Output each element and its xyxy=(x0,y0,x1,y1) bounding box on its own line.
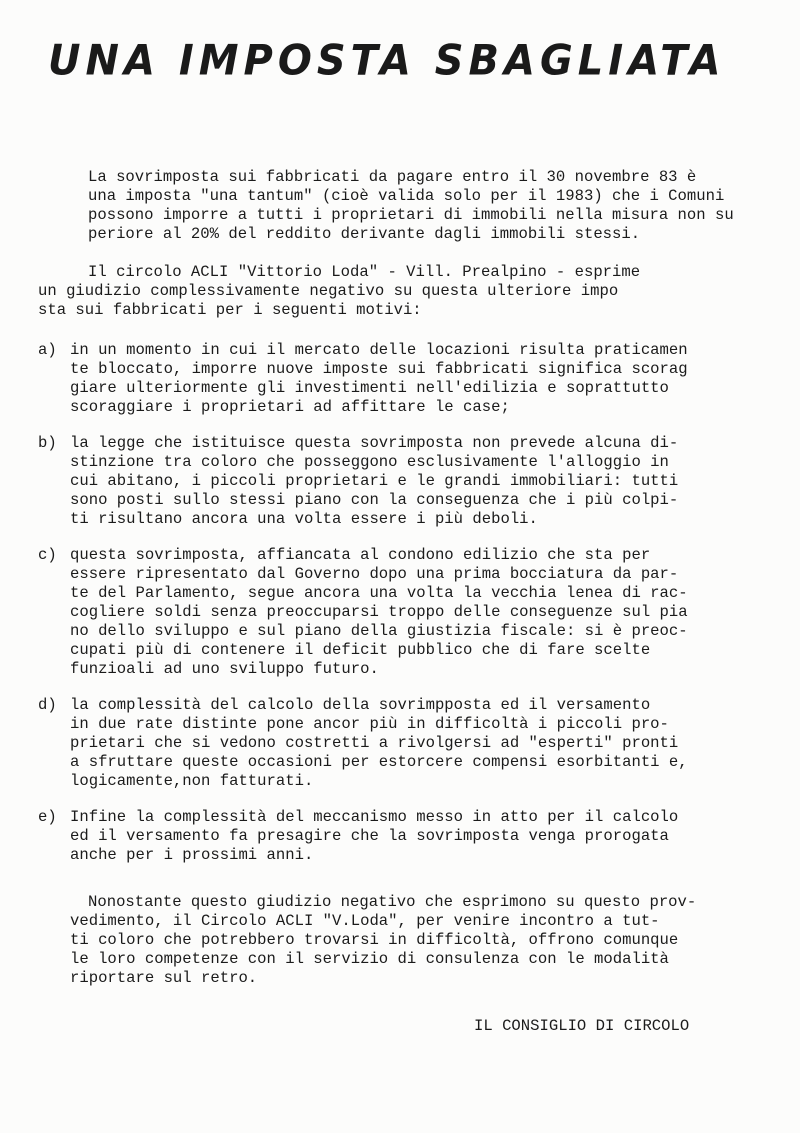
list-item-e xyxy=(38,808,773,865)
document-title: UNA IMPOSTA SBAGLIATA xyxy=(48,36,726,86)
item-line: ed il versamento fa presagire che la sovrimposta venga prorogata xyxy=(70,827,669,845)
item-line: logicamente,non fatturati. xyxy=(70,772,314,790)
closing-line: ti coloro che potrebbero trovarsi in difficoltà, offrono comunque xyxy=(70,931,679,949)
intro-line: La sovrimposta sui fabbricati da pagare entro il 30 novembre 83 è xyxy=(88,168,697,186)
item-text xyxy=(70,434,773,529)
item-line: stinzione tra coloro che posseggono esclusivamente l'alloggio in xyxy=(70,453,669,471)
item-line: la legge che istituisce questa sovrimposta non prevede alcuna di- xyxy=(70,434,679,452)
item-marker: c) xyxy=(38,546,57,564)
list-item-c xyxy=(38,546,773,679)
list-item-a xyxy=(38,341,773,417)
item-marker: a) xyxy=(38,341,57,359)
judgment-line: un giudizio complessivamente negativo su questa ulteriore impo xyxy=(38,282,619,300)
closing-line: riportare sul retro. xyxy=(70,969,258,987)
item-line: a sfruttare queste occasioni per estorcere compensi esorbitanti e, xyxy=(70,753,688,771)
document-body xyxy=(38,168,773,1007)
item-line: anche per i prossimi anni. xyxy=(70,846,314,864)
item-line: Infine la complessità del meccanismo messo in atto per il calcolo xyxy=(70,808,679,826)
closing-line: le loro competenze con il servizio di consulenza con le modalità xyxy=(70,950,669,968)
list-item-d xyxy=(38,696,773,791)
item-line: cui abitano, i piccoli proprietari e le grandi immobiliari: tutti xyxy=(70,472,679,490)
closing-line: vedimento, il Circolo ACLI "V.Loda", per venire incontro a tut- xyxy=(70,912,660,930)
item-line: essere ripresentato dal Governo dopo una prima bocciatura da par- xyxy=(70,565,679,583)
item-line: te bloccato, imporre nuove imposte sui fabbricati significa scorag xyxy=(70,360,688,378)
item-marker: d) xyxy=(38,696,57,714)
intro-line: possono imporre a tutti i proprietari di immobili nella misura non su xyxy=(88,206,734,224)
item-text xyxy=(70,341,773,417)
item-line: cogliere soldi senza preoccuparsi troppo delle conseguenze sul pia xyxy=(70,603,688,621)
item-line: in due rate distinte pone ancor più in difficoltà i piccoli pro- xyxy=(70,715,669,733)
item-line: cupati più di contenere il deficit pubblico che di fare scelte xyxy=(70,641,651,659)
item-marker: e) xyxy=(38,808,57,826)
item-line: la complessità del calcolo della sovrimpposta ed il versamento xyxy=(70,696,651,714)
judgment-line: sta sui fabbricati per i seguenti motivi: xyxy=(38,301,422,319)
item-line: no dello sviluppo e sul piano della giustizia fiscale: si è preoc- xyxy=(70,622,688,640)
judgment-line: Il circolo ACLI "Vittorio Loda" - Vill. Prealpino - esprime xyxy=(88,263,641,281)
closing-line: Nonostante questo giudizio negativo che esprimono su questo prov- xyxy=(88,893,697,911)
item-line: questa sovrimposta, affiancata al condono edilizio che sta per xyxy=(70,546,651,564)
closing-paragraph xyxy=(38,893,773,988)
item-text xyxy=(70,696,773,791)
item-line: ti risultano ancora una volta essere i più deboli. xyxy=(70,510,538,528)
item-line: prietari che si vedono costretti a rivolgersi ad "esperti" pronti xyxy=(70,734,679,752)
judgment-paragraph xyxy=(38,263,773,320)
item-marker: b) xyxy=(38,434,57,452)
item-text xyxy=(70,546,773,679)
item-line: te del Parlamento, segue ancora una volta la vecchia lenea di rac- xyxy=(70,584,688,602)
item-line: giare ulteriormente gli investimenti nell'edilizia e soprattutto xyxy=(70,379,669,397)
list-item-b xyxy=(38,434,773,529)
item-line: in un momento in cui il mercato delle locazioni risulta praticamen xyxy=(70,341,688,359)
intro-line: periore al 20% del reddito derivante dagli immobili stessi. xyxy=(88,225,641,243)
item-line: scoraggiare i proprietari ad affittare le case; xyxy=(70,398,510,416)
signature: IL CONSIGLIO DI CIRCOLO xyxy=(474,1017,690,1035)
item-line: sono posti sullo stessi piano con la conseguenza che i più colpi- xyxy=(70,491,679,509)
item-text xyxy=(70,808,773,865)
intro-paragraph xyxy=(38,168,773,244)
item-line: funzioali ad uno sviluppo futuro. xyxy=(70,660,379,678)
intro-line: una imposta "una tantum" (cioè valida solo per il 1983) che i Comuni xyxy=(88,187,725,205)
